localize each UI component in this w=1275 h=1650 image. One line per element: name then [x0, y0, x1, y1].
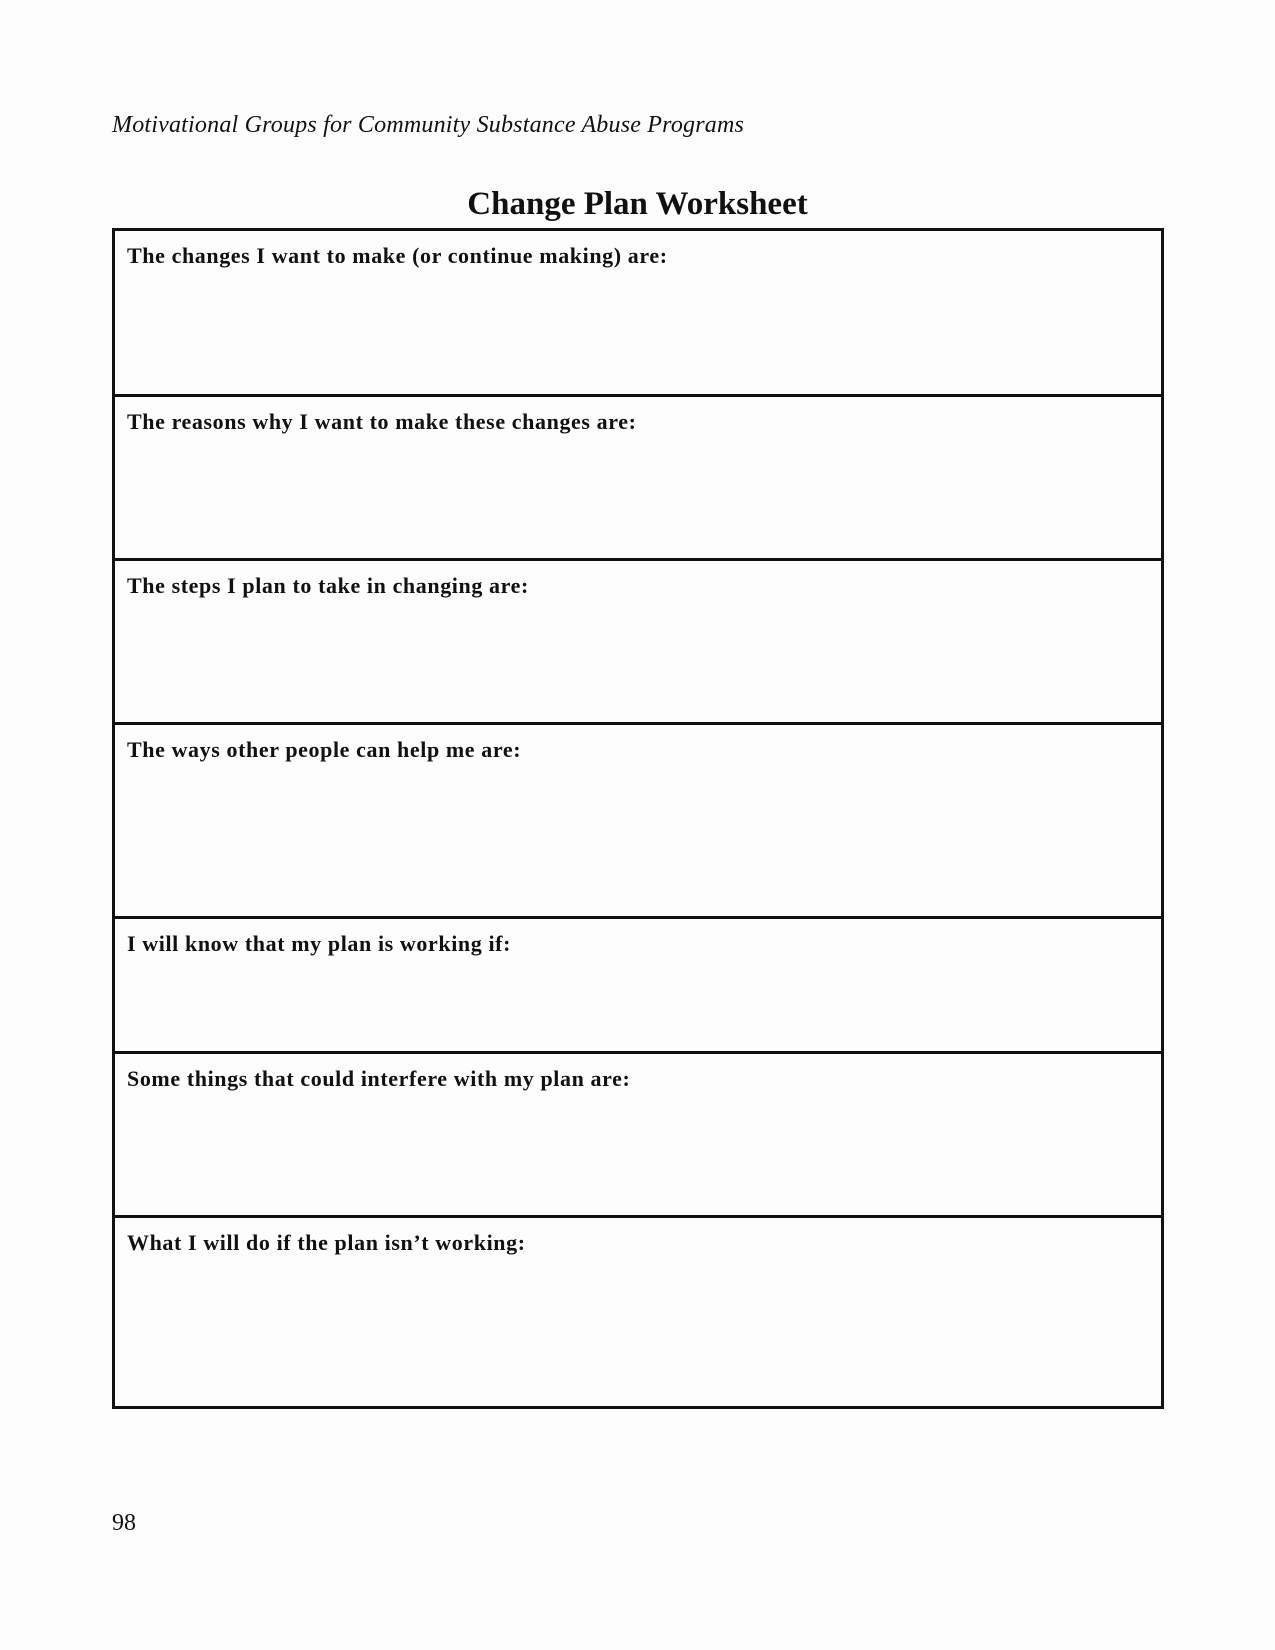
section-steps[interactable] [115, 561, 1161, 725]
section-prompt: The ways other people can help me are: [127, 737, 522, 762]
section-changes[interactable] [115, 231, 1161, 397]
worksheet-table [112, 228, 1164, 1409]
section-prompt: The reasons why I want to make these changes are: [127, 409, 637, 434]
section-prompt: The steps I plan to take in changing are: [127, 573, 529, 598]
section-backup-plan[interactable] [115, 1218, 1161, 1406]
section-obstacles[interactable] [115, 1054, 1161, 1218]
section-support[interactable] [115, 725, 1161, 919]
section-prompt: What I will do if the plan isn’t working: [127, 1230, 526, 1255]
page-title: Change Plan Worksheet [467, 186, 808, 222]
running-header: Motivational Groups for Community Substance Abuse Programs [112, 112, 745, 138]
section-prompt: Some things that could interfere with my plan are: [127, 1066, 631, 1091]
section-prompt: The changes I want to make (or continue making) are: [127, 243, 668, 268]
page-number: 98 [112, 1510, 136, 1536]
section-prompt: I will know that my plan is working if: [127, 931, 512, 956]
section-success-signs[interactable] [115, 919, 1161, 1054]
section-reasons[interactable] [115, 397, 1161, 561]
